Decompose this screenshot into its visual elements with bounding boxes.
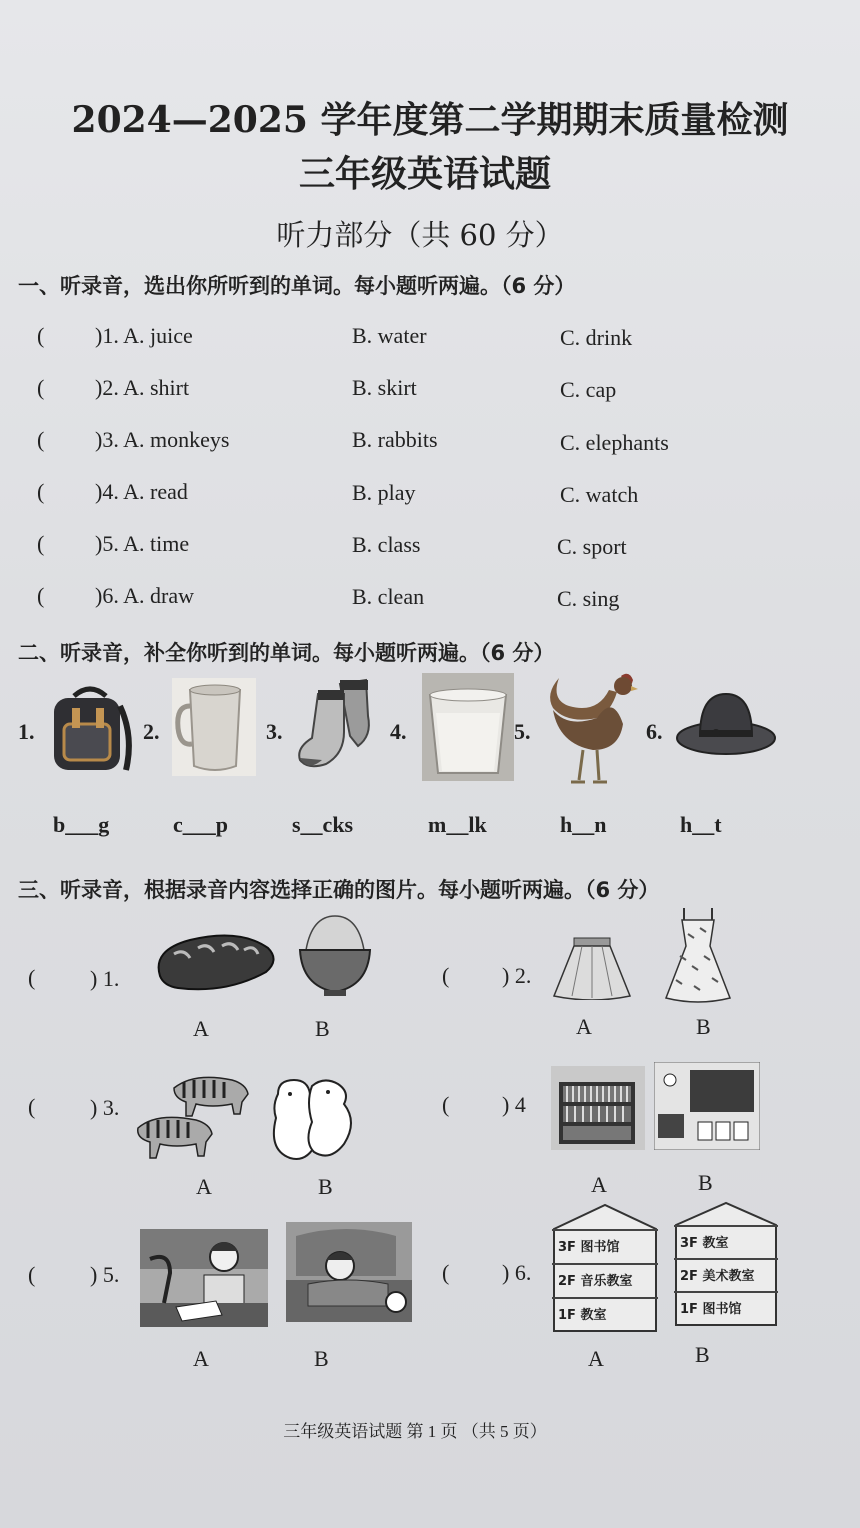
dress-icon: [664, 906, 732, 1004]
boy-doing-homework-icon: [140, 1229, 268, 1327]
section3-heading: 三、听录音，根据录音内容选择正确的图片。每小题听两遍。（6 分）: [18, 878, 660, 902]
option-b-label: B: [314, 1346, 329, 1371]
item-number: 5.: [514, 719, 531, 744]
answer-paren: (: [37, 583, 45, 608]
option-b: B. rabbits: [352, 427, 438, 452]
fill-blank: b___g: [53, 812, 110, 837]
option-c: C. sing: [557, 586, 620, 611]
option-a-label: A: [591, 1172, 607, 1197]
boy-sleeping-icon: [286, 1222, 412, 1322]
item-number: 3.: [266, 719, 283, 744]
skirt-icon: [552, 936, 632, 1000]
question-3: )3. A. monkeys: [95, 427, 230, 452]
building-a-floor-2: 2F 音乐教室: [552, 1263, 658, 1297]
question-number: ) 6.: [502, 1260, 532, 1285]
socks-icon: [292, 678, 386, 772]
building-a-floor-3: 3F 图书馆: [552, 1229, 658, 1263]
bears-icon: [268, 1074, 360, 1166]
option-b: B. water: [352, 323, 427, 348]
item-number: 2.: [143, 719, 160, 744]
classroom-icon: [654, 1062, 760, 1150]
option-b-label: B: [696, 1014, 711, 1039]
option-b-label: B: [695, 1342, 710, 1367]
hen-icon: [543, 668, 638, 790]
option-b: B. clean: [352, 584, 425, 609]
answer-paren: (: [37, 427, 45, 452]
building-b-floor-3: 3F 教室: [674, 1225, 778, 1258]
bread-icon: [154, 932, 276, 994]
exam-subtitle: 三年级英语试题: [298, 153, 551, 195]
answer-paren: (: [28, 1262, 36, 1287]
building-b-floor-2: 2F 美术教室: [674, 1258, 778, 1291]
question-number: ) 2.: [502, 963, 532, 988]
item-number: 4.: [390, 719, 407, 744]
answer-paren: (: [28, 1094, 36, 1119]
option-a-label: A: [193, 1016, 209, 1041]
bag-icon: [44, 682, 136, 774]
section2-heading: 二、听录音，补全你听到的单词。每小题听两遍。（6 分）: [18, 641, 555, 665]
option-a-label: A: [196, 1174, 212, 1199]
option-c: C. sport: [557, 534, 627, 559]
option-c: C. watch: [560, 482, 639, 507]
section1-heading: 一、听录音，选出你所听到的单词。每小题听两遍。（6 分）: [18, 274, 576, 298]
answer-paren: (: [37, 531, 45, 556]
fill-blank: c___p: [173, 812, 228, 837]
option-c: C. elephants: [560, 430, 669, 455]
question-number: ) 5.: [90, 1262, 120, 1287]
option-c: C. drink: [560, 325, 633, 350]
fill-blank: h__t: [680, 812, 722, 837]
question-number: ) 4: [502, 1092, 526, 1117]
item-number: 1.: [18, 719, 35, 744]
tigers-icon: [132, 1066, 254, 1164]
fill-blank: s__cks: [292, 812, 354, 837]
item-number: 6.: [646, 719, 663, 744]
answer-paren: (: [37, 323, 45, 348]
building-a-floor-1: 1F 教室: [552, 1297, 658, 1331]
answer-paren: (: [442, 1260, 450, 1285]
question-number: ) 3.: [90, 1095, 120, 1120]
building-b-floor-1: 1F 图书馆: [674, 1291, 778, 1324]
option-b-label: B: [698, 1170, 713, 1195]
option-a-label: A: [193, 1346, 209, 1371]
question-6: )6. A. draw: [95, 583, 194, 608]
cup-icon: [172, 678, 256, 776]
milk-glass-icon: [422, 673, 514, 781]
building-b: [674, 1201, 778, 1327]
option-a-label: A: [588, 1346, 604, 1371]
option-b: B. class: [352, 532, 421, 557]
option-b-label: B: [318, 1174, 333, 1199]
answer-paren: (: [442, 963, 450, 988]
answer-paren: (: [442, 1092, 450, 1117]
question-number: ) 1.: [90, 966, 120, 991]
question-5: )5. A. time: [95, 531, 190, 556]
building-a: [552, 1203, 658, 1333]
question-2: )2. A. shirt: [95, 375, 190, 400]
option-c: C. cap: [560, 377, 617, 402]
question-1: )1. A. juice: [95, 323, 193, 348]
option-b: B. play: [352, 480, 416, 505]
option-b: B. skirt: [352, 375, 417, 400]
answer-paren: (: [37, 479, 45, 504]
fill-blank: m__lk: [428, 812, 487, 837]
option-b-label: B: [315, 1016, 330, 1041]
exam-title: 2024—2025 学年度第二学期期末质量检测: [71, 99, 789, 141]
question-4: )4. A. read: [95, 479, 188, 504]
answer-paren: (: [28, 965, 36, 990]
hat-icon: [676, 692, 776, 760]
section-part-title: 听力部分（共 60 分）: [276, 218, 564, 252]
page-footer: 三年级英语试题 第 1 页 （共 5 页）: [283, 1422, 547, 1441]
fill-blank: h__n: [560, 812, 607, 837]
option-a-label: A: [576, 1014, 592, 1039]
bookshelf-icon: [551, 1066, 645, 1150]
answer-paren: (: [37, 375, 45, 400]
rice-bowl-icon: [298, 914, 372, 998]
